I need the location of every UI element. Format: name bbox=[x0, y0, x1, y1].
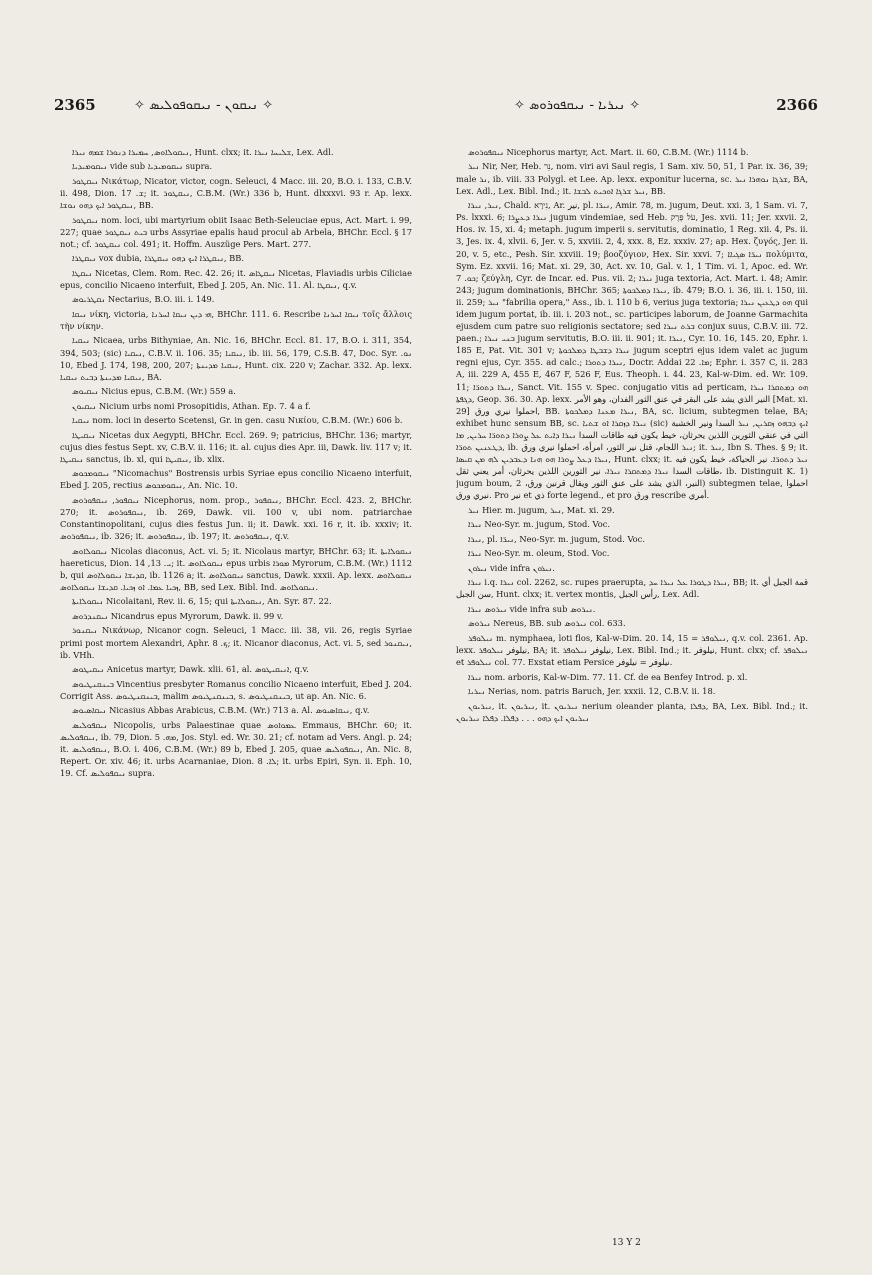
dictionary-entry: ܢܝܪܐ Neo-Syr. m. jugum, Stod. Voc. bbox=[468, 519, 611, 530]
dictionary-entry: ܢܝܩܛܪܐ vox dubia, ܢܝܩܛܪܐ ܐܝܟ ܕܗܘ ܢܝܩܛܪܐ, BB. bbox=[72, 253, 244, 264]
signature-mark: 13 Y 2 bbox=[612, 1238, 641, 1248]
dictionary-entry: ܢܝܪ, ܢܝܪܐ, Chald. נִירָא, Ar. نير, pl. ܢܝܪ̈ܐ, Amir. 78, m. jugum, Deut. xxi. 3, 1 Sam. vi. 7, Ps. lxxxi. 6; ܢܝܪܐ ܕܥܨܪܐ jugum vindemiae, sed Heb. עֹל פֶּרֶק, Jes. xvii. 11; Jer. xxvii. 2, Hos. iv. 15, xi. 4; metaph. jugum imperii s. servitutis, dominatio, 1 Reg. xii. 4, Ps. ii. 3, Jes. ix. 4, xlvii. 6, Jer. v. 5, xxviii. 2, 4, xxx. 8, Ez. xxxiv. 27; ap. Hex. ζυγός, Jer. ii. 20, v. 5, etc., Pesh. Sir. xxviii. 19; βοοζύγιον, Hex. Sir. xxvi. 7; ܢܝܪ̈ܐ ܣܓܝܐܐ πολύμιτα, Sym. Ez. xxvii. 16; Mat. xi. 29, 30, Act. xv. 10, Gal. v. 1, 1 Tim. vi. 1, Apoc. ed. Wr. ܟܘ. 7; ζεύγλη, Cyr. de Incar. ed. Pus. vii. 2; ܢܝܪܐ juga textoria, Act. Mart. i. 48; Amir. 243; jugum dominationis, BHChr. 365; ܢܝܪܐ ܕܡܠܟܘܬܐ, ib. 479; B.O. i. 36, iii. i. 150, iii. ii. 259; ܢܝܪ "fabrilia opera," Ass., ib. i. 110 b 6, verius juga textoria; ܗܘ ܕܛܥܝܢ ܢܝܪܐ qui idem jugum portat, ib. iii. i. 203 not., sc. participes laborum, de Joanne Garmachita ejusdem cum patre suo religionis sectatore; sed ܒܪܬ ܢܝܪܐ conjux suus, C.B.V. iii. 72. paen.; ܒܢܝ ܢܝܪܐ jugum servitutis, B.O. iii. ii. 901; it. ܢܝܪܐ, Cyr. 10. 16, 145. 20, Ephr. i. 185 E, Pat. Vit. 301 v; ܢܝܪܐ ܕܫܒܛܐ ܕܡܠܟܘܬܐ jugum sceptri ejus idem valet ac jugum regni ejus, Cyr. 355. ad calc.; ܢܝܪܐ ܕܬܘܪܐ, Doctr. Addai ܡܐ. 22; Ephr. i. 357 C, ii. 283 A, iii. 229 A, 455 E, 467 F, 526 F, Eus. Theoph. i. 44. 23, Kal-w-Dim. ed. Wr. 109. 11; ܢܝܪܐ ܕܬܘܪ̈ܐ, Sanct. Vit. 155 v. Spec. conjugatio vitis ad perticam, ܗܘ ܕܡܬܩܪܐ ܢܝܪܐ ܕܓܦܬܐ, Geop. 36. 30. Ap. lexx. النير الذي يشد على البقر في عنق الثور الفدان، وهو الأمر [Mat. xi. 29] احملوا نيري ورق, BB. ܢܝܪܐ ܡܥܢܐ ܕܡܠܟܘܬܐ, BA, sc. licium, subtegmen telae, BA; exhibet hunc sensum BB, sc. ܢܝܪܐ ܕܙܩܪܐ ܐܘ ܫܬܝܐ (sic) ܐܝܟ ܕܒܗܘ ܙܩܪܝܢ, ܢܝܪ السدا ونير الخشبة التي في عنقي الثورين اللذين يحرثان، خيط يكون فيه طاقات السدا ܢܝܪܐ ܕܐܝܬ ܥܠ ܨܘܪܐ ܕܬܘܪ̈ܐ ܚܪܝܢ, ܡܐ ܕܛܥܢܝܢ ܬܘܪ̈ܐ, ib. ܢܝܪ اللجام، قتل نير الثور، امرأة، احملوا نيري ورق; it. ܢܝܪ, Ibn S. Thes. § 9; it. ܢܝܪܐ ܕܥܠ ܨܘܪܐ ܗܘ ܗܢܐ ܕܥܒܕܝܢ ܠܗ ܡܢ ܩܝܣܐ, Hunt. clxx; it. ܢܝܪ ܕܬܘܪ̈ܐ. نير الحياكة، خيط يكون فيه طاقات السدا ܢܝܪܐ ܕܡܬܩܪܐ ܢܝܪܐ، نير الثورين اللذين يحرثان، أمر يعني ثقل، ib. Distinguit K. 1) jugum boum, النير، الذي يشد على عنق الثور ويقال قرنين ورق، 2) subtegmen telae, احملوا نيري ورق. Pro نير et ذي forte legend., et pro ورق rescribe أمري. bbox=[456, 200, 808, 501]
dictionary-entry: ܢܝܠܘܦܪ m. nymphaea, loti flos, Kal-w-Dim. 20. 14, 15 = ܢܝܠܘܦܪ, q.v. col. 2361. Ap. lexx. نيلوفر ܢܝܠܘܦܪ, BA; it. نيلوفر ܢܝܠܘܦܪ, Lex. Bibl. Ind.; it. نيلوفر, Hunt. clxx; cf. ܢܝܠܘܦܪ et ܢܝܠܘܦܪ col. 77. Exstat etiam Persice نیلوفر = نیلوفر. bbox=[456, 632, 808, 668]
dictionary-entry: ܢܝܩܢܕܪܘܣ Nicandrus epus Myrorum, Dawk. ii. 99 v. bbox=[72, 610, 284, 621]
page-number-left: 2365 bbox=[54, 96, 96, 114]
dictionary-entry: ܢܝܪܝܐ Nerias, nom. patris Baruch, Jer. xxxii. 12, C.B.V. ii. 18. bbox=[468, 686, 716, 697]
dictionary-entry: ܢܝܩܝܐ Nicaea, urbs Bithyniae, An. Nic. 16, BHChr. Eccl. 81. 17, B.O. i. 311, 354, 394, 503; (sic) ܢܝܩܝܐ, C.B.V. ii. 106. 35; ܢܝܩܝܐ, ib. iii. 56, 179, C.S.B. 47, Doc. Syr. ܢܘ. 10, Ebed J. 174, 198, 200, 207; ܢܝܩܝܐ ܡܕܝܢܬܐ, Hunt. cix. 220 v; Zachar. 332. Ap. lexx. ܢܝܩܝܐ ܡܕܝܢܬܐ ܕܒܝܬ ܢܝܩܝܐ, BA. bbox=[60, 335, 412, 382]
dictionary-entry: ܒܝܢܩܢܛܝܘܣ Vincentius presbyter Romanus concilio Nicaeno interfuit, Ebed J. 204. Corrigit Ass. ܒܝܢܩܢܛܝܘܣ, malim ܒܝܢܩܢܛܝܘܣ, s. ܒܝܢܩܢܛܝܘܣ, ut ap. An. Nic. 6. bbox=[60, 678, 412, 701]
page-header bbox=[54, 96, 818, 120]
dictionary-entry: ܢܝܪܐ Neo-Syr. m. oleum, Stod. Voc. bbox=[468, 548, 610, 559]
running-head-right: ✧ ܢܝܪܝܐ - ܢܝܩܦܘܪܘܣ ✧ bbox=[514, 98, 641, 113]
dictionary-entry: ܢܝܩܘܡܝܕܝܐ vide sub ܢܝܩܘܡܝܕܝܐ supra. bbox=[72, 161, 213, 172]
dictionary-entry: ܢܝܪܘܣ Nereus, BB. sub ܢܝܪܘܣ col. 633. bbox=[468, 618, 626, 629]
left-column bbox=[60, 146, 412, 1236]
dictionary-entry: ܢܝܩܝܘܢ Nicium urbs nomi Prosopitidis, Athan. Ep. 7. 4 a f. bbox=[72, 400, 311, 411]
dictionary-entry: ܢܝܩܢܘܪ Νικάνωρ, Nicanor cogn. Seleuci, 1 Macc. iii. 38, vii. 26, regis Syriae primi post mortem Alexandri, Aphr. ܟ. 8; it. Nicanor diaconus, Act. vi. 5, sed ܢܝܩܢܘܪ, ib. VHh. bbox=[60, 625, 412, 660]
dictionary-entry: ܢܝܪ Hier. m. jugum, ܢܝܪ, Mat. xi. 29. bbox=[468, 504, 615, 515]
dictionary-entry: ܢܝܩܦܘܪܘܣ Nicephorus martyr, Act. Mart. ii. 60, C.B.M. (Wr.) 1114 b. bbox=[468, 147, 749, 157]
dictionary-entry: ܢܝܩܦܘܪ, ܢܝܩܦܘܪܘܣ Nicephorus, nom. prop., ܢܝܩܦܘܪ, BHChr. Eccl. 423. 2, BHChr. 270; it. ܢܝܩܦܘܪܘܣ, ib. 269, Dawk. vii. 100 v, ubi nom. patriarchae Constantinopolitani, cujus dies festus Jun. ii; it. Dawk. xxi. 16 r, it. ib. xxxiv; it. ܢܝܩܦܘܪܘܣ, ib. 326; it. ܢܝܩܦܘܪܘܣ, ib. 197; it. ܢܝܩܦܘܪܘܣ, q.v. bbox=[60, 494, 412, 542]
dictionary-entry: ܢܝܪܘܢ vide infra ܢܝܪܘܢ. bbox=[468, 562, 555, 573]
dictionary-entry: ܢܝܪ Nir, Ner, Heb. נֵר, nom. viri avi Saul regis, 1 Sam. xiv. 50, 51, 1 Par. ix. 36, 39; male ܢܪ, ib. viii. 33 Polygl. et Lee. Ap. lexx. exponitur lucerna, sc. ܫܪܓܐ ܢܘܗܪܐ ܢܝܪ, BA, Lex. Adl., Lex. Bibl. Ind.; it. ܢܝܪ ܫܪܓܐ ܐܘܟܝܬ ܠܒܫܐ, BB. bbox=[456, 161, 808, 196]
dictionary-entry: ܢܝܩܛܘܪ Νικάτωρ, Nicator, victor, cogn. Seleuci, 4 Macc. iii. 20, B.O. i. 133, C.B.V. ii. 498, Dion. ܫ. 17; it. ܢܝܩܛܘܪ, C.B.M. (Wr.) 336 b, Hunt. dlxxxvi. 93 r. Ap. lexx. ܢܝܩܛܘܪ ܐܝܟ ܕܗܘ ܢܘܫܐ, BB. bbox=[60, 175, 412, 211]
dictionary-entry: ܢܝܪܘܣ ܢܝܪܐ vide infra sub ܢܝܪܘܣ. bbox=[468, 603, 596, 614]
dictionary-entry: ܢܝܩܘܡܟܘܣ "Nicomachus" Bostrensis urbis Syriae epus concilio Nicaeno interfuit, Ebed J. 205, rectius ܢܝܩܘܡܟܘܣ, An. Nic. 10. bbox=[60, 468, 412, 491]
dictionary-entry: ܢܝܩܦܘܠܝܣ Nicopolis, urbs Palaestinae quae ܥܡܘܐܘܣ Emmaus, BHChr. 60; it. ܢܝܩܦܘܠܝܣ, ib. 79, Dion. ܡܗ. 5, Jos. Styl. ed. Wr. 30. 21; cf. notam ad Vers. Angl. p. 24; it. ܢܝܩܦܘܠܝܣ, B.O. i. 406, C.B.M. (Wr.) 89 b, Ebed J. 205, quae ܢܝܩܦܘܠܝܣ, An. Nic. 8, Repert. Or. xiv. 46; it. urbs Acarnaniae, Dion. ܠܐ. 8; it. urbs Epiri, Syn. ii. Eph. 10, 19. Cf. ܢܝܩܦܘܠܝܣ supra. bbox=[60, 719, 412, 778]
dictionary-entry: ܢܝܩܝܛܘܣ Anicetus martyr, Dawk. xlii. 61, al. ܐܢܝܩܝܛܘܣ, q.v. bbox=[72, 664, 309, 675]
dictionary-entry: ܢܝܩܘܠܐܘܣ, ܚܡܝܪܐ ܕܢܘܪܐ ܫܡܗ ܢܝܪܐ, Hunt. clxx; it. ܫܠܝܚܐ ܢܝܪܐ, Lex. Adl. bbox=[72, 147, 334, 157]
dictionary-entry: ܢܝܩܘܠܐܝܬܐ Nicolaitani, Rev. ii. 6, 15; qui ܢܝܩܘܠܐܝܬܐ, An. Syr. 87. 22. bbox=[72, 596, 332, 607]
right-column bbox=[456, 146, 808, 1236]
dictionary-entry: ܢܝܩܐܣܝܘܣ Nicasius Abbas Arabicus, C.B.M. (Wr.) 713 a. Al. ܢܝܩܐܣܝܘܣ, q.v. bbox=[72, 705, 370, 716]
dictionary-entry: ܢܝܩܐ νίκη, victoria, ܗܝ ܕܝܢ ܢܝܩܐ ܐܚܪܢܐ, BHChr. 111. 6. Rescribe ܢܝܩܐ ܐܚܪܢܐ τοῖς ἄλλοις τὴν νίκην. bbox=[60, 308, 412, 331]
running-head-left: ✧ ܢܝܩܘܢ - ܢܝܩܘܦܘܠܝܣ ✧ bbox=[134, 98, 274, 113]
page-number-right: 2366 bbox=[776, 96, 818, 114]
dictionary-entry: ܢܝܪܐ i.q. ܢܝܪܐ col. 2262, sc. rupes praerupta, ܢܝܪܐ ܕܛܘܪܐ ܥܠ ܢܝܪܐ ܚܕ, BB; it. قمة الجبل أي سن الجبل, Hunt. clxx; it. vertex montis, رأس الجبل, Lex. Adl. bbox=[456, 577, 808, 600]
dictionary-entry: ܢܝܪܝܘܢ, it. ܢܝܪܝܘܢ, it. ܢܝܪܝܘܢ nerium oleander planta, ܕܦܠܐ, BA, Lex. Bibl. Ind.; it. ܢܝܪܝܘܢ ܐܝܟ ܕܗܘ . . . ܕܦܠܐ. ܕܦܠܐ ܢܝܪܝܘܢ bbox=[456, 700, 808, 723]
dictionary-entry: ܢܝܩܝܘܣ Nicius epus, C.B.M. (Wr.) 559 a. bbox=[72, 386, 236, 397]
dictionary-entry: ܢܝܪܐ nom. arboris, Kal-w-Dim. 77. 11. Cf. de ea Benfey Introd. p. xl. bbox=[468, 671, 748, 682]
dictionary-entry: ܢܝܩܘܠܐܘܣ Nicolas diaconus, Act. vi. 5; it. Nicolaus martyr, BHChr. 63; it. ܢܝܩܘܠܐܝܬܐ haereticus, Dion. ܝ. 13, 14; it. ܢܝܩܘܠܐܘܣ epus urbis ܡܘܪܐ Myrorum, C.B.M. (Wr.) 1112 b, qui ܩܕܝܫܐ ܢܝܩܘܠܐܘܣ, ib. 1126 a; it. ܢܝܩܘܠܐܘܣ sanctus, Dawk. xxxii. Ap. lexx. ܢܝܩܘܠܐܘܣ ܙܟܝܐ ܥܡܐ. ܐܘ ܙܟܝܐ. ܩܕܝܫܐ ܢܝܩܘܠܐܘܣ, BB, sed Lex. Bibl. Ind. ܢܝܩܘܠܐܘܣ. bbox=[60, 545, 412, 592]
dictionary-entry: ܢܩܛܪܝܘܣ Nectarius, B.O. iii. i. 149. bbox=[72, 294, 215, 305]
dictionary-entry: ܢܝܩܝܛܐ Nicetas dux Aegypti, BHChr. Eccl. 269. 9; patricius, BHChr. 136; martyr, cujus dies festus Sept. xv, C.B.V. ii. 116; it. al. cujus dies Apr. iii, Dawk. liv. 117 v; it. ܢܝܩܝܛܐ sanctus, ib. xl, qui ܢܝܩܝܛܐ, ib. xlix. bbox=[60, 429, 412, 464]
dictionary-entry: ܢܝܩܛܘܪ nom. loci, ubi martyrium obiit Isaac Beth-Seleuciae epus, Act. Mart. i. 99, 227; quae ܒܝܬ ܢܝܩܛܘܪ urbs Assyriae epalis haud procul ab Arbela, BHChr. Eccl. § 17 not.; cf. ܢܝܩܛܘܪ col. 491; it. Hoffm. Auszüge Pers. Mart. 277. bbox=[60, 214, 412, 249]
dictionary-entry: ܢܝܪܐ, pl. ܢܝܪ̈ܐ, Neo-Syr. m. jugum, Stod. Voc. bbox=[468, 533, 645, 544]
dictionary-entry: ܢܝܩܛܐ Nicetas, Clem. Rom. Rec. 42. 26; it. ܢܝܩܛܐܣ Nicetas, Flaviadis urbis Ciliciae epus, concilio Nicaeno interfuit, Ebed J. 205, An. Nic. 11. Al. ܢܝܩܛܐ, q.v. bbox=[60, 267, 412, 290]
dictionary-entry: ܢܝܩܝܐ nom. loci in deserto Scetensi, Gr. in gen. casu Νικίου, C.B.M. (Wr.) 606 b. bbox=[72, 415, 403, 426]
